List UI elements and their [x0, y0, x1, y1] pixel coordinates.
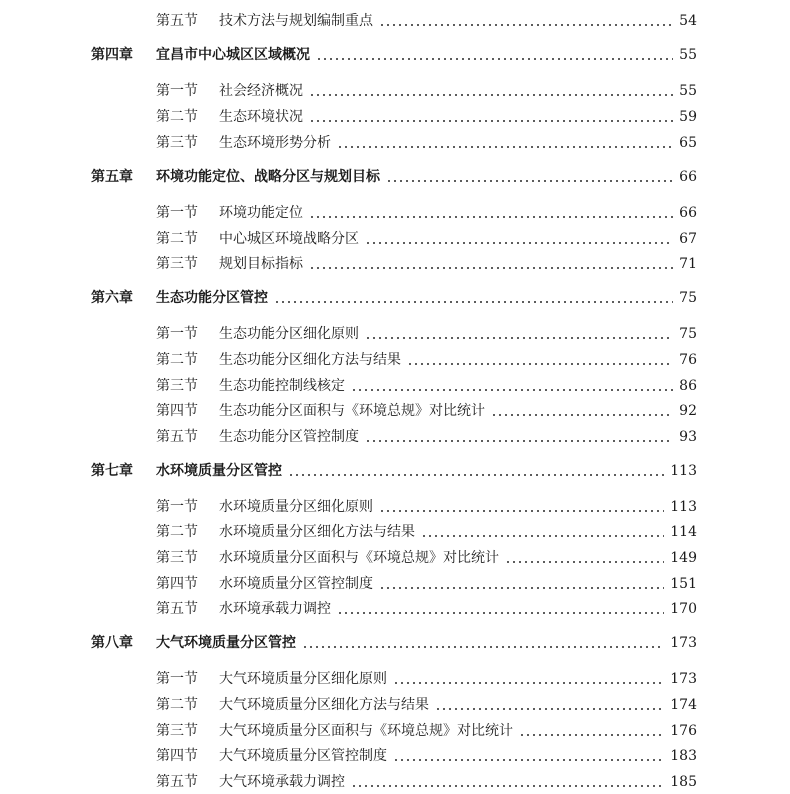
page-number: 113	[670, 499, 697, 515]
dot-leader	[309, 267, 673, 269]
page-number: 66	[679, 169, 697, 185]
dot-leader	[337, 146, 673, 148]
dot-leader	[351, 785, 664, 787]
page-number: 71	[679, 256, 697, 272]
dot-leader	[309, 216, 673, 218]
section-title: 生态功能分区面积与《环境总规》对比统计	[219, 403, 485, 419]
section-title: 生态环境状况	[219, 109, 303, 125]
chapter-number: 第七章	[91, 463, 133, 479]
section-number: 第四节	[156, 576, 198, 592]
section-number: 第三节	[156, 135, 198, 151]
section-title: 大气环境质量分区细化方法与结果	[219, 697, 429, 713]
dot-leader	[337, 612, 664, 614]
section-number: 第二节	[156, 524, 198, 540]
chapter-number: 第四章	[91, 47, 133, 63]
section-number: 第二节	[156, 352, 198, 368]
dot-leader	[393, 759, 664, 761]
page-number: 149	[670, 550, 697, 566]
chapter-title: 水环境质量分区管控	[156, 463, 282, 479]
dot-leader	[505, 561, 664, 563]
section-title: 技术方法与规划编制重点	[219, 13, 373, 29]
dot-leader	[274, 301, 673, 303]
toc-section-entry[interactable]	[0, 373, 790, 395]
toc-section-entry[interactable]	[0, 104, 790, 126]
toc-section-entry[interactable]	[0, 424, 790, 446]
page-number: 174	[670, 697, 697, 713]
toc-section-entry[interactable]	[0, 321, 790, 343]
section-title: 水环境质量分区细化方法与结果	[219, 524, 415, 540]
page-number: 86	[679, 378, 697, 394]
chapter-title: 环境功能定位、战略分区与规划目标	[156, 169, 380, 185]
toc-section-entry[interactable]	[0, 200, 790, 222]
page-number: 55	[679, 83, 697, 99]
section-number: 第五节	[156, 601, 198, 617]
dot-leader	[365, 337, 673, 339]
section-number: 第五节	[156, 13, 198, 29]
toc-section-entry[interactable]	[0, 251, 790, 273]
page-number: 92	[679, 403, 697, 419]
section-title: 大气环境质量分区面积与《环境总规》对比统计	[219, 723, 513, 739]
dot-leader	[491, 414, 673, 416]
section-number: 第二节	[156, 697, 198, 713]
toc-section-entry[interactable]	[0, 692, 790, 714]
dot-leader	[309, 94, 673, 96]
dot-leader	[421, 535, 664, 537]
page-number: 185	[670, 774, 697, 790]
section-number: 第一节	[156, 671, 198, 687]
page-number: 75	[679, 290, 697, 306]
toc-section-entry[interactable]	[0, 743, 790, 765]
toc-section-entry[interactable]	[0, 347, 790, 369]
page-number: 76	[679, 352, 697, 368]
section-number: 第四节	[156, 403, 198, 419]
page-number: 113	[670, 463, 697, 479]
section-number: 第一节	[156, 205, 198, 221]
toc-chapter-entry[interactable]	[0, 164, 790, 186]
section-title: 生态功能分区细化方法与结果	[219, 352, 401, 368]
section-title: 生态功能分区细化原则	[219, 326, 359, 342]
chapter-title: 生态功能分区管控	[156, 290, 268, 306]
toc-section-entry[interactable]	[0, 226, 790, 248]
page-number: 65	[679, 135, 697, 151]
dot-leader	[302, 646, 664, 648]
toc-chapter-entry[interactable]	[0, 285, 790, 307]
section-title: 社会经济概况	[219, 83, 303, 99]
section-number: 第三节	[156, 723, 198, 739]
toc-section-entry[interactable]	[0, 545, 790, 567]
dot-leader	[393, 682, 664, 684]
page-number: 67	[679, 231, 697, 247]
chapter-number: 第八章	[91, 635, 133, 651]
toc-section-entry[interactable]	[0, 571, 790, 593]
section-title: 中心城区环境战略分区	[219, 231, 359, 247]
toc-chapter-entry[interactable]	[0, 42, 790, 64]
section-title: 大气环境质量分区管控制度	[219, 748, 387, 764]
dot-leader	[519, 734, 664, 736]
page-number: 75	[679, 326, 697, 342]
page-number: 59	[679, 109, 697, 125]
dot-leader	[288, 474, 664, 476]
toc-section-entry[interactable]	[0, 130, 790, 152]
toc-section-entry[interactable]	[0, 494, 790, 516]
page-number: 55	[679, 47, 697, 63]
section-title: 大气环境承载力调控	[219, 774, 345, 790]
toc-section-entry[interactable]	[0, 769, 790, 791]
page-number: 183	[670, 748, 697, 764]
toc-section-entry[interactable]	[0, 596, 790, 618]
chapter-title: 宜昌市中心城区区域概况	[156, 47, 310, 63]
section-title: 环境功能定位	[219, 205, 303, 221]
toc-section-entry[interactable]	[0, 666, 790, 688]
dot-leader	[379, 24, 673, 26]
section-number: 第四节	[156, 748, 198, 764]
toc-section-entry[interactable]	[0, 8, 790, 30]
toc-section-entry[interactable]	[0, 718, 790, 740]
section-title: 大气环境质量分区细化原则	[219, 671, 387, 687]
section-number: 第五节	[156, 774, 198, 790]
page-number: 173	[670, 671, 697, 687]
section-title: 水环境质量分区管控制度	[219, 576, 373, 592]
page-number: 151	[670, 576, 697, 592]
section-number: 第三节	[156, 378, 198, 394]
dot-leader	[379, 587, 664, 589]
page-number: 173	[670, 635, 697, 651]
toc-section-entry[interactable]	[0, 78, 790, 100]
section-number: 第二节	[156, 231, 198, 247]
page-number: 54	[679, 13, 697, 29]
section-title: 规划目标指标	[219, 256, 303, 272]
page-number: 114	[670, 524, 697, 540]
dot-leader	[316, 58, 673, 60]
toc-chapter-entry[interactable]	[0, 458, 790, 480]
dot-leader	[351, 389, 673, 391]
dot-leader	[309, 120, 673, 122]
section-title: 生态环境形势分析	[219, 135, 331, 151]
section-number: 第五节	[156, 429, 198, 445]
toc-chapter-entry[interactable]	[0, 630, 790, 652]
section-title: 生态功能分区管控制度	[219, 429, 359, 445]
chapter-number: 第六章	[91, 290, 133, 306]
section-number: 第一节	[156, 499, 198, 515]
page-number: 66	[679, 205, 697, 221]
section-number: 第三节	[156, 550, 198, 566]
toc-section-entry[interactable]	[0, 519, 790, 541]
dot-leader	[365, 242, 673, 244]
section-title: 生态功能控制线核定	[219, 378, 345, 394]
dot-leader	[386, 180, 673, 182]
page-number: 93	[679, 429, 697, 445]
section-number: 第二节	[156, 109, 198, 125]
dot-leader	[365, 440, 673, 442]
dot-leader	[435, 708, 664, 710]
page-number: 170	[670, 601, 697, 617]
toc-section-entry[interactable]	[0, 398, 790, 420]
section-title: 水环境质量分区细化原则	[219, 499, 373, 515]
section-title: 水环境承载力调控	[219, 601, 331, 617]
section-number: 第一节	[156, 326, 198, 342]
section-title: 水环境质量分区面积与《环境总规》对比统计	[219, 550, 499, 566]
section-number: 第一节	[156, 83, 198, 99]
dot-leader	[407, 363, 673, 365]
chapter-title: 大气环境质量分区管控	[156, 635, 296, 651]
dot-leader	[379, 510, 664, 512]
chapter-number: 第五章	[91, 169, 133, 185]
section-number: 第三节	[156, 256, 198, 272]
page-number: 176	[670, 723, 697, 739]
